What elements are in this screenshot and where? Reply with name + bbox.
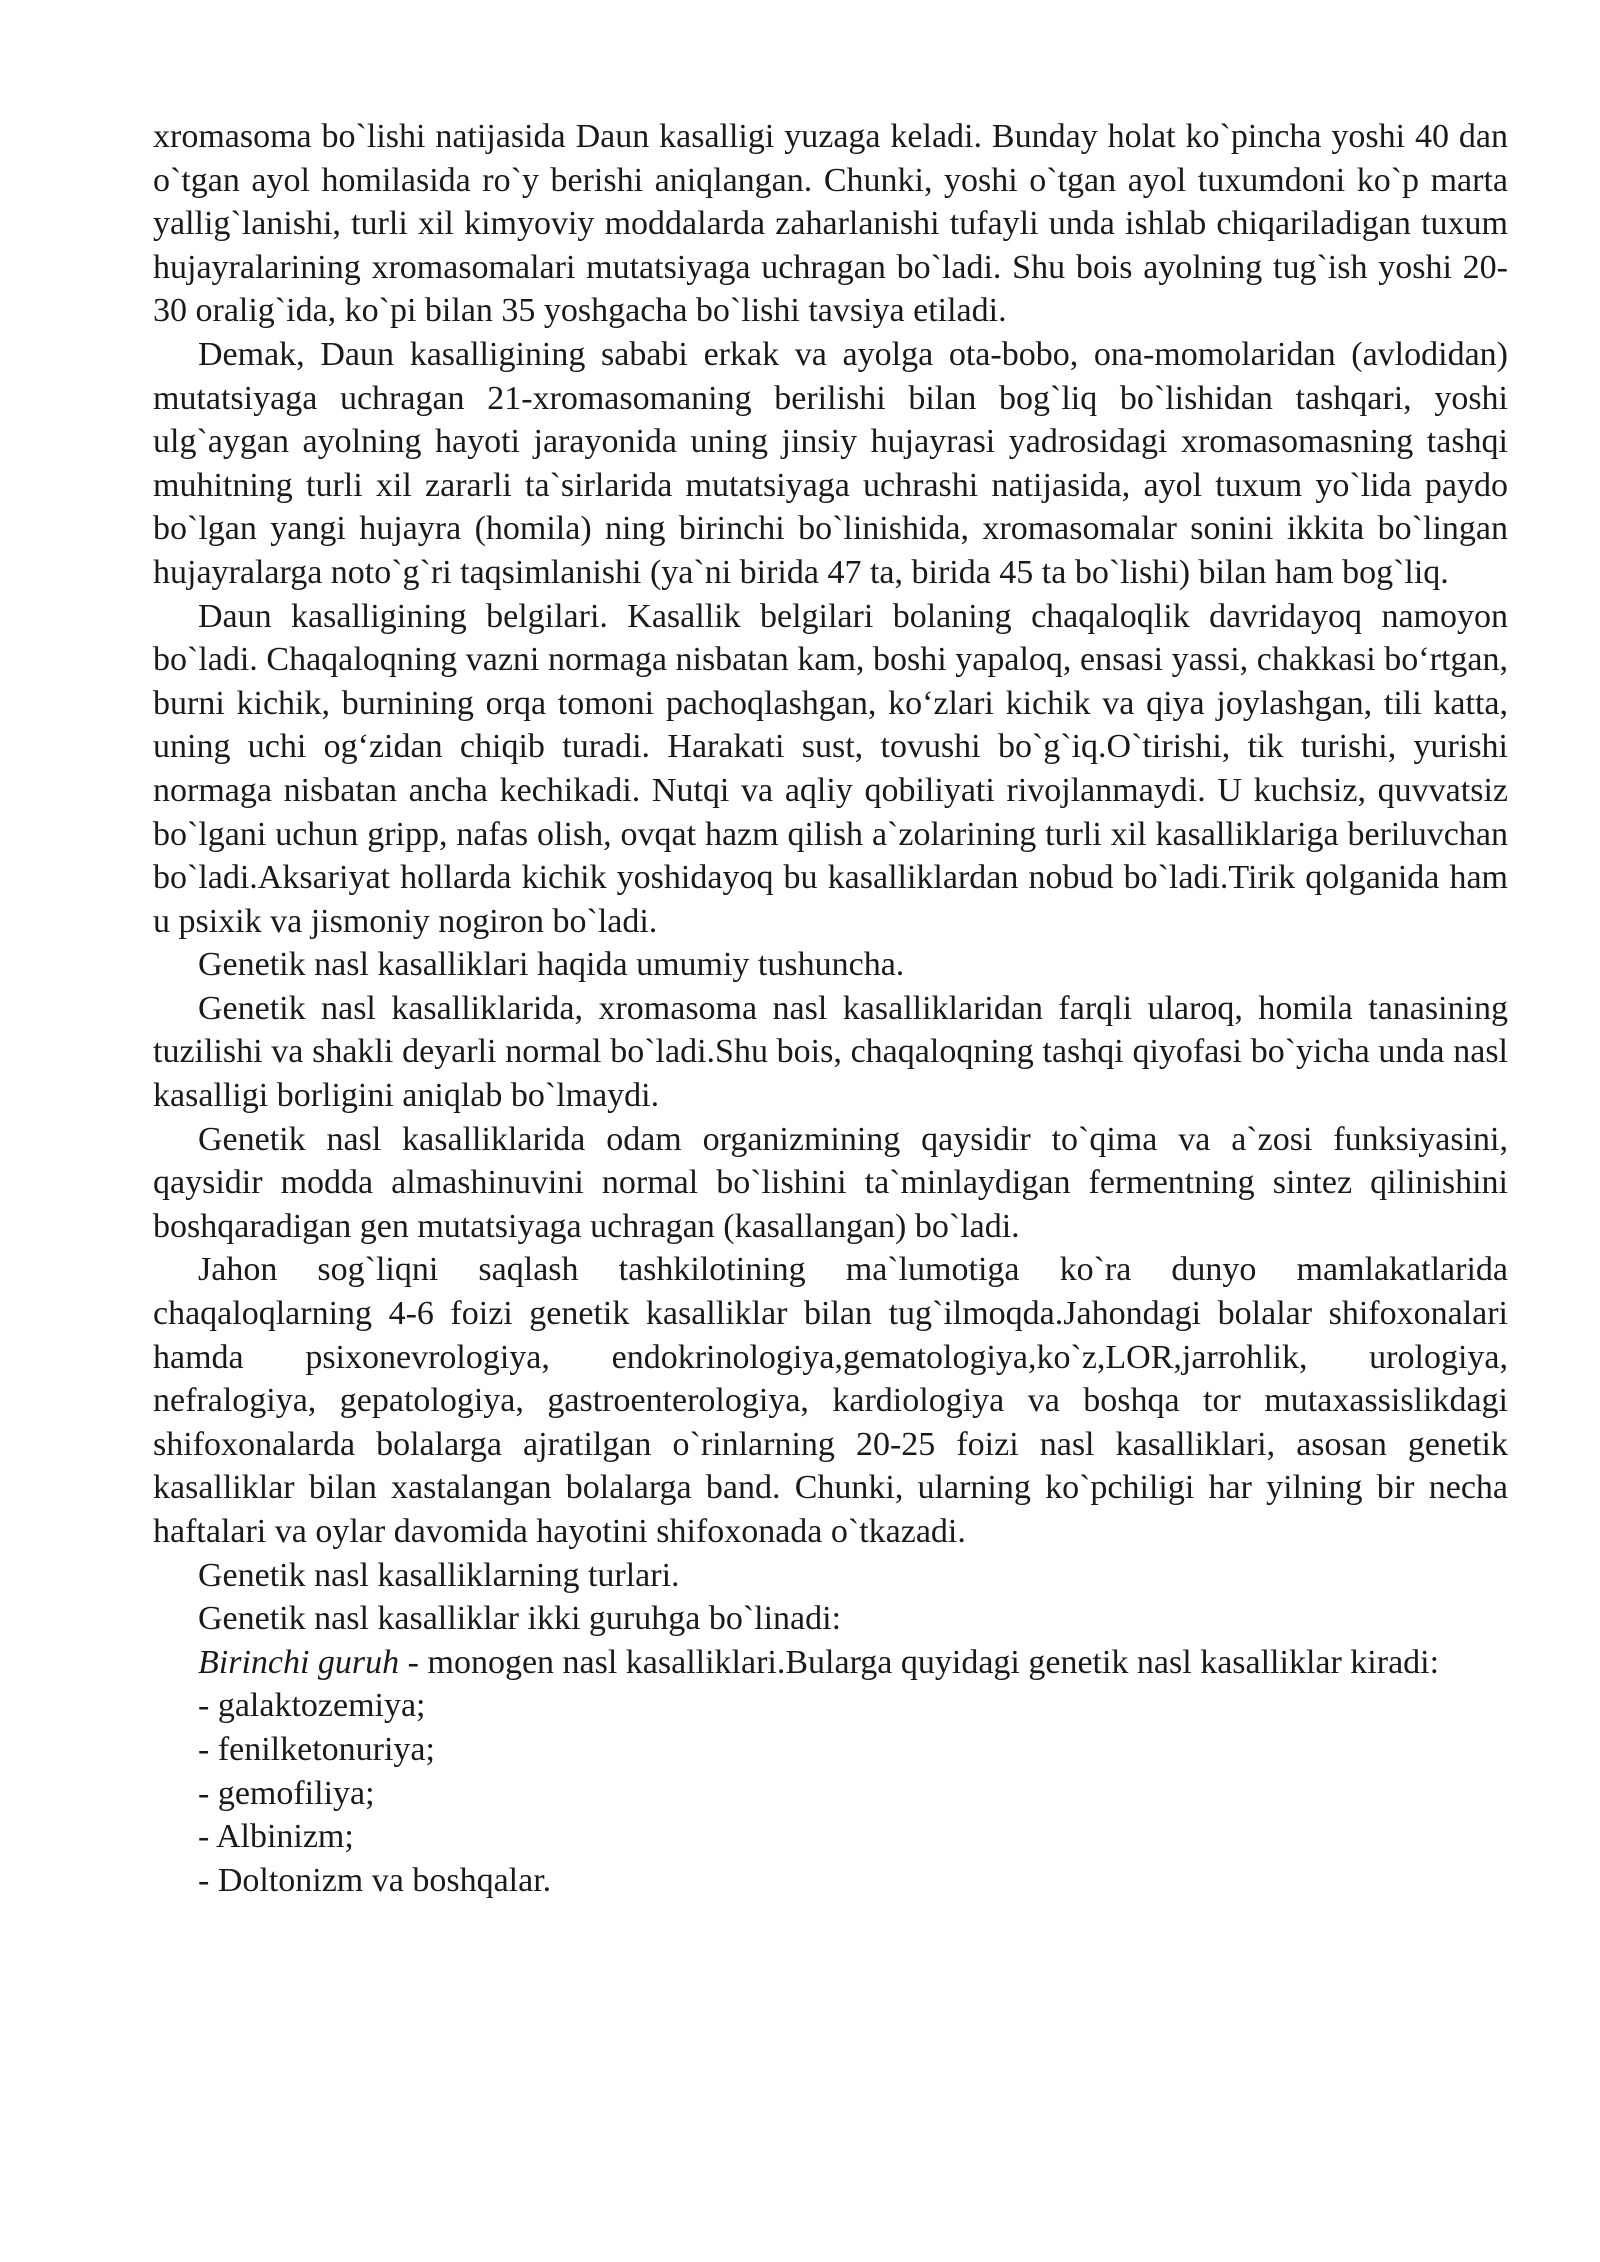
section-heading-genetic-types: Genetik nasl kasalliklarning turlari.	[198, 1556, 680, 1594]
first-group-description: - monogen nasl kasalliklari.Bularga quyidagi genetik nasl kasalliklar kiradi:	[399, 1643, 1440, 1681]
disease-list	[153, 1684, 1508, 1902]
list-item: - galaktozemiya;	[198, 1687, 426, 1725]
paragraph-6: Genetik nasl kasalliklarida odam organizmining qaysidir to`qima va a`zosi funksiyasini, qaysidir modda almashinuvini normal bo`lishini ta`minlaydigan fermentning sintez qilinishini boshqaradigan gen mutatsiyaga uchragan (kasallangan) bo`ladi.	[153, 1120, 1508, 1245]
list-item: - fenilketonuriya;	[198, 1730, 435, 1768]
paragraph-10	[153, 1641, 1508, 1685]
document-page	[153, 115, 1508, 1902]
paragraph-5: Genetik nasl kasalliklarida, xromasoma nasl kasalliklaridan farqli ularoq, homila tanasining tuzilishi va shakli deyarli normal bo`ladi.Shu bois, chaqaloqning tashqi qiyofasi bo`yicha unda nasl kasalligi borligini aniqlab bo`lmaydi.	[153, 989, 1508, 1115]
list-item: - Albinizm;	[198, 1818, 354, 1856]
paragraph-3: Daun kasalligining belgilari. Kasallik belgilari bolaning chaqaloqlik davridayoq namoyon bo`ladi. Chaqaloqning vazni normaga nisbatan kam, boshi yapaloq, ensasi yassi, chakkasi bo‘rtgan, burni kichik, burnining orqa tomoni pachoqlashgan, ko‘zlari kichik va qiya joylashgan, tili katta, uning uchi og‘zidan chiqib turadi. Harakati sust, tovushi bo`g`iq.O`tirishi, tik turishi, yurishi normaga nisbatan ancha kechikadi. Nutqi va aqliy qobiliyati rivojlanmaydi. U kuchsiz, quvvatsiz bo`lgani uchun gripp, nafas olish, ovqat hazm qilish a`zolarining turli xil kasalliklariga beriluvchan bo`ladi.Aksariyat hollarda kichik yoshidayoq bu kasalliklardan nobud bo`ladi.Tirik qolganida ham u psixik va jismoniy nogiron bo`ladi.	[153, 597, 1508, 940]
paragraph-7: Jahon sog`liqni saqlash tashkilotining ma`lumotiga ko`ra dunyo mamlakatlarida chaqaloqlarning 4-6 foizi genetik kasalliklar bilan tug`ilmoqda.Jahondagi bolalar shifoxonalari hamda psixonevrologiya, endokrinologiya,gematologiya,ko`z,LOR,jarrohlik, urologiya, nefralogiya, gepatologiya, gastroenterologiya, kardiologiya va boshqa tor mutaxassislikdagi shifoxonalarda bolalarga ajratilgan o`rinlarning 20-25 foizi nasl kasalliklari, asosan genetik kasalliklar bilan xastalangan bolalarga band. Chunki, ularning ko`pchiligi har yilning bir necha haftalari va oylar davomida hayotini shifoxonada o`tkazadi.	[153, 1251, 1508, 1550]
paragraph-2: Demak, Daun kasalligining sababi erkak va ayolga ota-bobo, ona-momolaridan (avlodidan) mutatsiyaga uchragan 21-xromasomaning berilishi bilan bog`liq bo`lishidan tashqari, yoshi ulg`aygan ayolning hayoti jarayonida uning jinsiy hujayrasi yadrosidagi xromasomasning tashqi muhitning turli xil zararli ta`sirlarida mutatsiyaga uchrashi natijasida, ayol tuxum yo`lida paydo bo`lgan yangi hujayra (homila) ning birinchi bo`linishida, xromasomalar sonini ikkita bo`lingan hujayralarga noto`g`ri taqsimlanishi (ya`ni birida 47 ta, birida 45 ta bo`lishi) bilan ham bog`liq.	[153, 335, 1508, 591]
list-item: - Doltonizm va boshqalar.	[198, 1861, 552, 1899]
section-heading-genetic-overview: Genetik nasl kasalliklari haqida umumiy tushuncha.	[198, 946, 905, 984]
list-item: - gemofiliya;	[198, 1774, 375, 1812]
first-group-label: Birinchi guruh	[198, 1643, 400, 1681]
paragraph-9: Genetik nasl kasalliklar ikki guruhga bo`linadi:	[198, 1600, 842, 1638]
paragraph-1: xromasoma bo`lishi natijasida Daun kasalligi yuzaga keladi. Bunday holat ko`pincha yoshi 40 dan o`tgan ayol homilasida ro`y berishi aniqlangan. Chunki, yoshi o`tgan ayol tuxumdoni ko`p marta yallig`lanishi, turli xil kimyoviy moddalarda zaharlanishi tufayli unda ishlab chiqariladigan tuxum hujayralarining xromasomalari mutatsiyaga uchragan bo`ladi. Shu bois ayolning tug`ish yoshi 20-30 oralig`ida, ko`pi bilan 35 yoshgacha bo`lishi tavsiya etiladi.	[153, 118, 1508, 330]
